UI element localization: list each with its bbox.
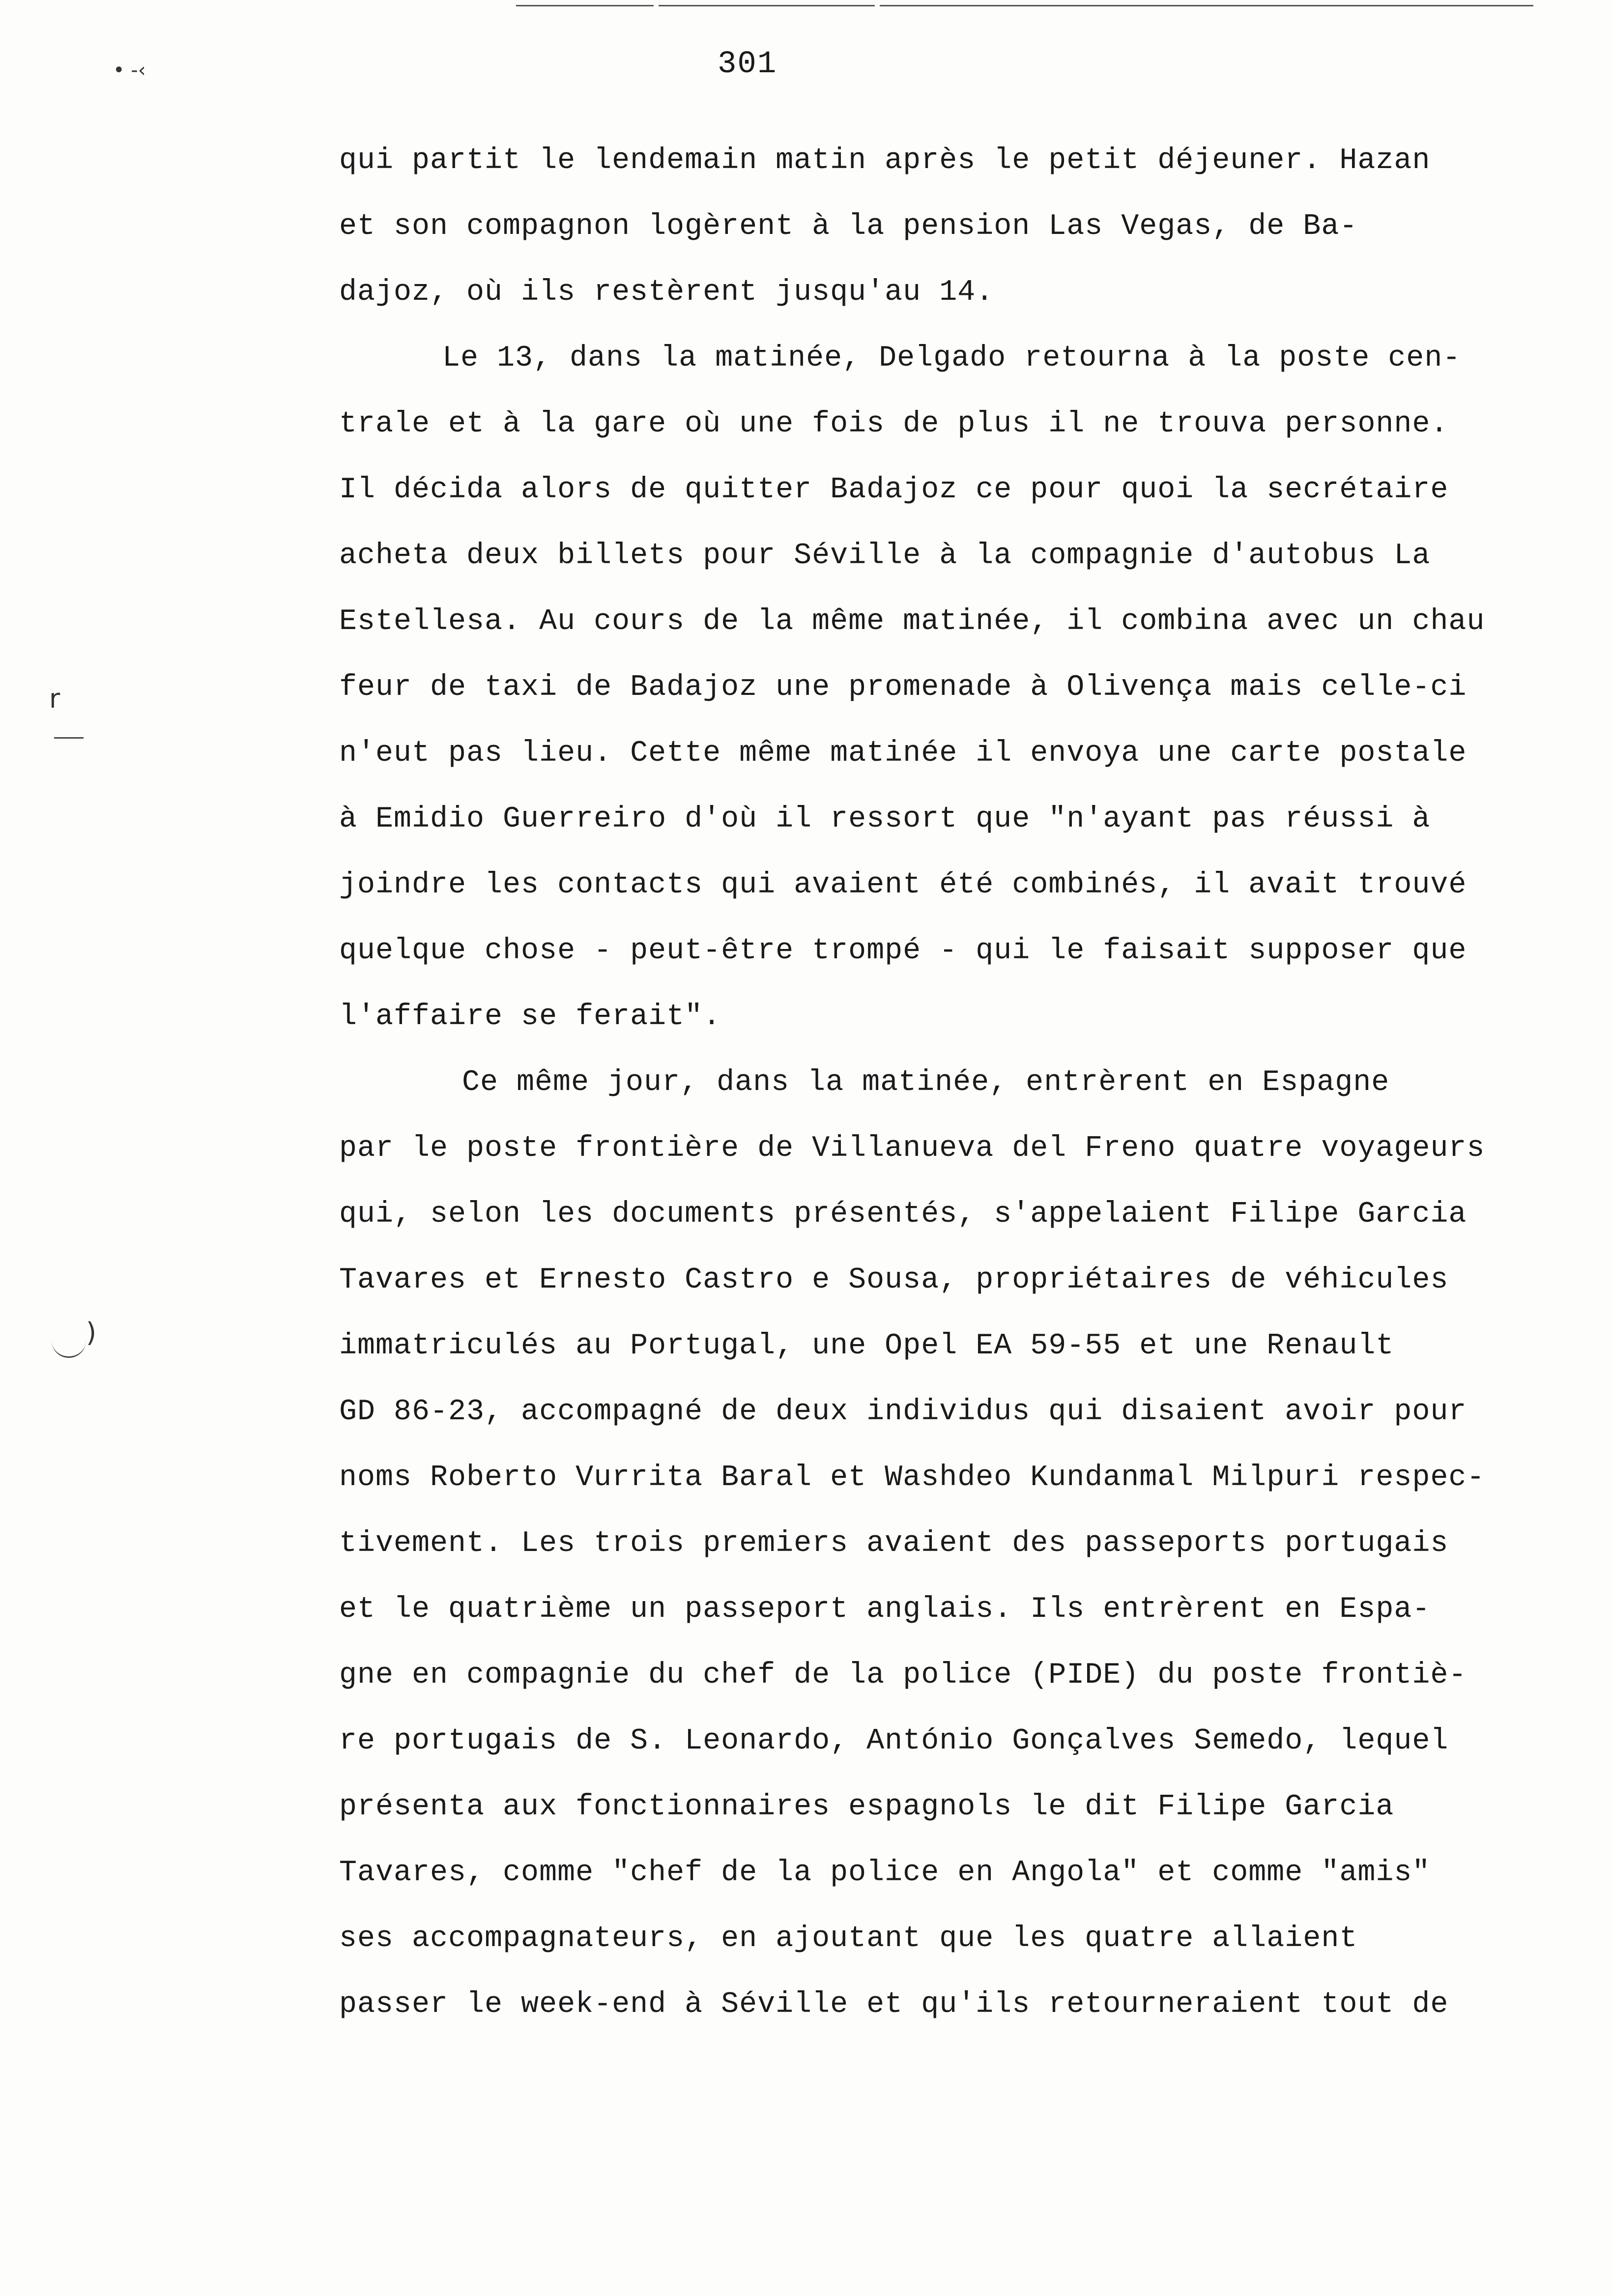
body-text xyxy=(339,128,1612,2038)
text-line-19: immatriculés au Portugal, une Opel EA 59-55 et une Renault xyxy=(339,1329,1394,1363)
top-rule-1 xyxy=(516,5,654,6)
text-line-8: Estellesa. Au cours de la même matinée, il combina avec un chau xyxy=(339,605,1485,638)
text-line-23: et le quatrième un passeport anglais. Ils entrèrent en Espa- xyxy=(339,1593,1431,1626)
text-line-25: re portugais de S. Leonardo, António Gonçalves Semedo, lequel xyxy=(339,1724,1449,1758)
left-margin-mark-2: ) xyxy=(86,1317,97,1348)
text-line-17: qui, selon les documents présentés, s'appelaient Filipe Garcia xyxy=(339,1198,1467,1231)
text-line-28: ses accompagnateurs, en ajoutant que les quatre allaient xyxy=(339,1922,1358,1955)
text-line-22: tivement. Les trois premiers avaient des passeports portugais xyxy=(339,1527,1449,1560)
text-line-13: quelque chose - peut-être trompé - qui le faisait supposer que xyxy=(339,934,1467,968)
text-line-6: Il décida alors de quitter Badajoz ce pour quoi la secrétaire xyxy=(339,473,1449,507)
text-line-7: acheta deux billets pour Séville à la compagnie d'autobus La xyxy=(339,539,1431,573)
text-line-15: Ce même jour, dans la matinée, entrèrent en Espagne xyxy=(462,1066,1390,1099)
text-line-14: l'affaire se ferait". xyxy=(339,1000,721,1033)
page-number: 301 xyxy=(718,47,777,82)
text-line-9: feur de taxi de Badajoz une promenade à Olivença mais celle-ci xyxy=(339,671,1467,704)
text-line-21: noms Roberto Vurrita Baral et Washdeo Kundanmal Milpuri respec- xyxy=(339,1461,1485,1494)
text-line-16: par le poste frontière de Villanueva del Freno quatre voyageurs xyxy=(339,1132,1485,1165)
left-margin-curve xyxy=(52,1327,86,1358)
top-rule-2 xyxy=(659,5,875,6)
text-line-1: qui partit le lendemain matin après le petit déjeuner. Hazan xyxy=(339,144,1431,177)
text-line-2: et son compagnon logèrent à la pension Las Vegas, de Ba- xyxy=(339,210,1358,243)
text-line-20: GD 86-23, accompagné de deux individus qui disaient avoir pour xyxy=(339,1395,1467,1429)
top-left-margin-mark: • -‹ xyxy=(113,59,146,82)
left-margin-mark-1: r xyxy=(49,683,60,714)
text-line-29: passer le week-end à Séville et qu'ils retourneraient tout de xyxy=(339,1988,1449,2021)
text-line-10: n'eut pas lieu. Cette même matinée il envoya une carte postale xyxy=(339,737,1467,770)
text-line-4: Le 13, dans la matinée, Delgado retourna à la poste cen- xyxy=(442,342,1461,375)
text-line-3: dajoz, où ils restèrent jusqu'au 14. xyxy=(339,276,994,309)
top-rule-3 xyxy=(880,5,1533,6)
text-line-12: joindre les contacts qui avaient été combinés, il avait trouvé xyxy=(339,868,1467,902)
text-line-5: trale et à la gare où une fois de plus il ne trouva personne. xyxy=(339,407,1449,441)
text-line-11: à Emidio Guerreiro d'où il ressort que "n'ayant pas réussi à xyxy=(339,803,1431,836)
text-line-27: Tavares, comme "chef de la police en Angola" et comme "amis" xyxy=(339,1856,1431,1890)
left-margin-dash xyxy=(54,737,84,739)
text-line-24: gne en compagnie du chef de la police (PIDE) du poste frontiè- xyxy=(339,1659,1467,1692)
text-line-18: Tavares et Ernesto Castro e Sousa, propriétaires de véhicules xyxy=(339,1263,1449,1297)
text-line-26: présenta aux fonctionnaires espagnols le dit Filipe Garcia xyxy=(339,1790,1394,1824)
